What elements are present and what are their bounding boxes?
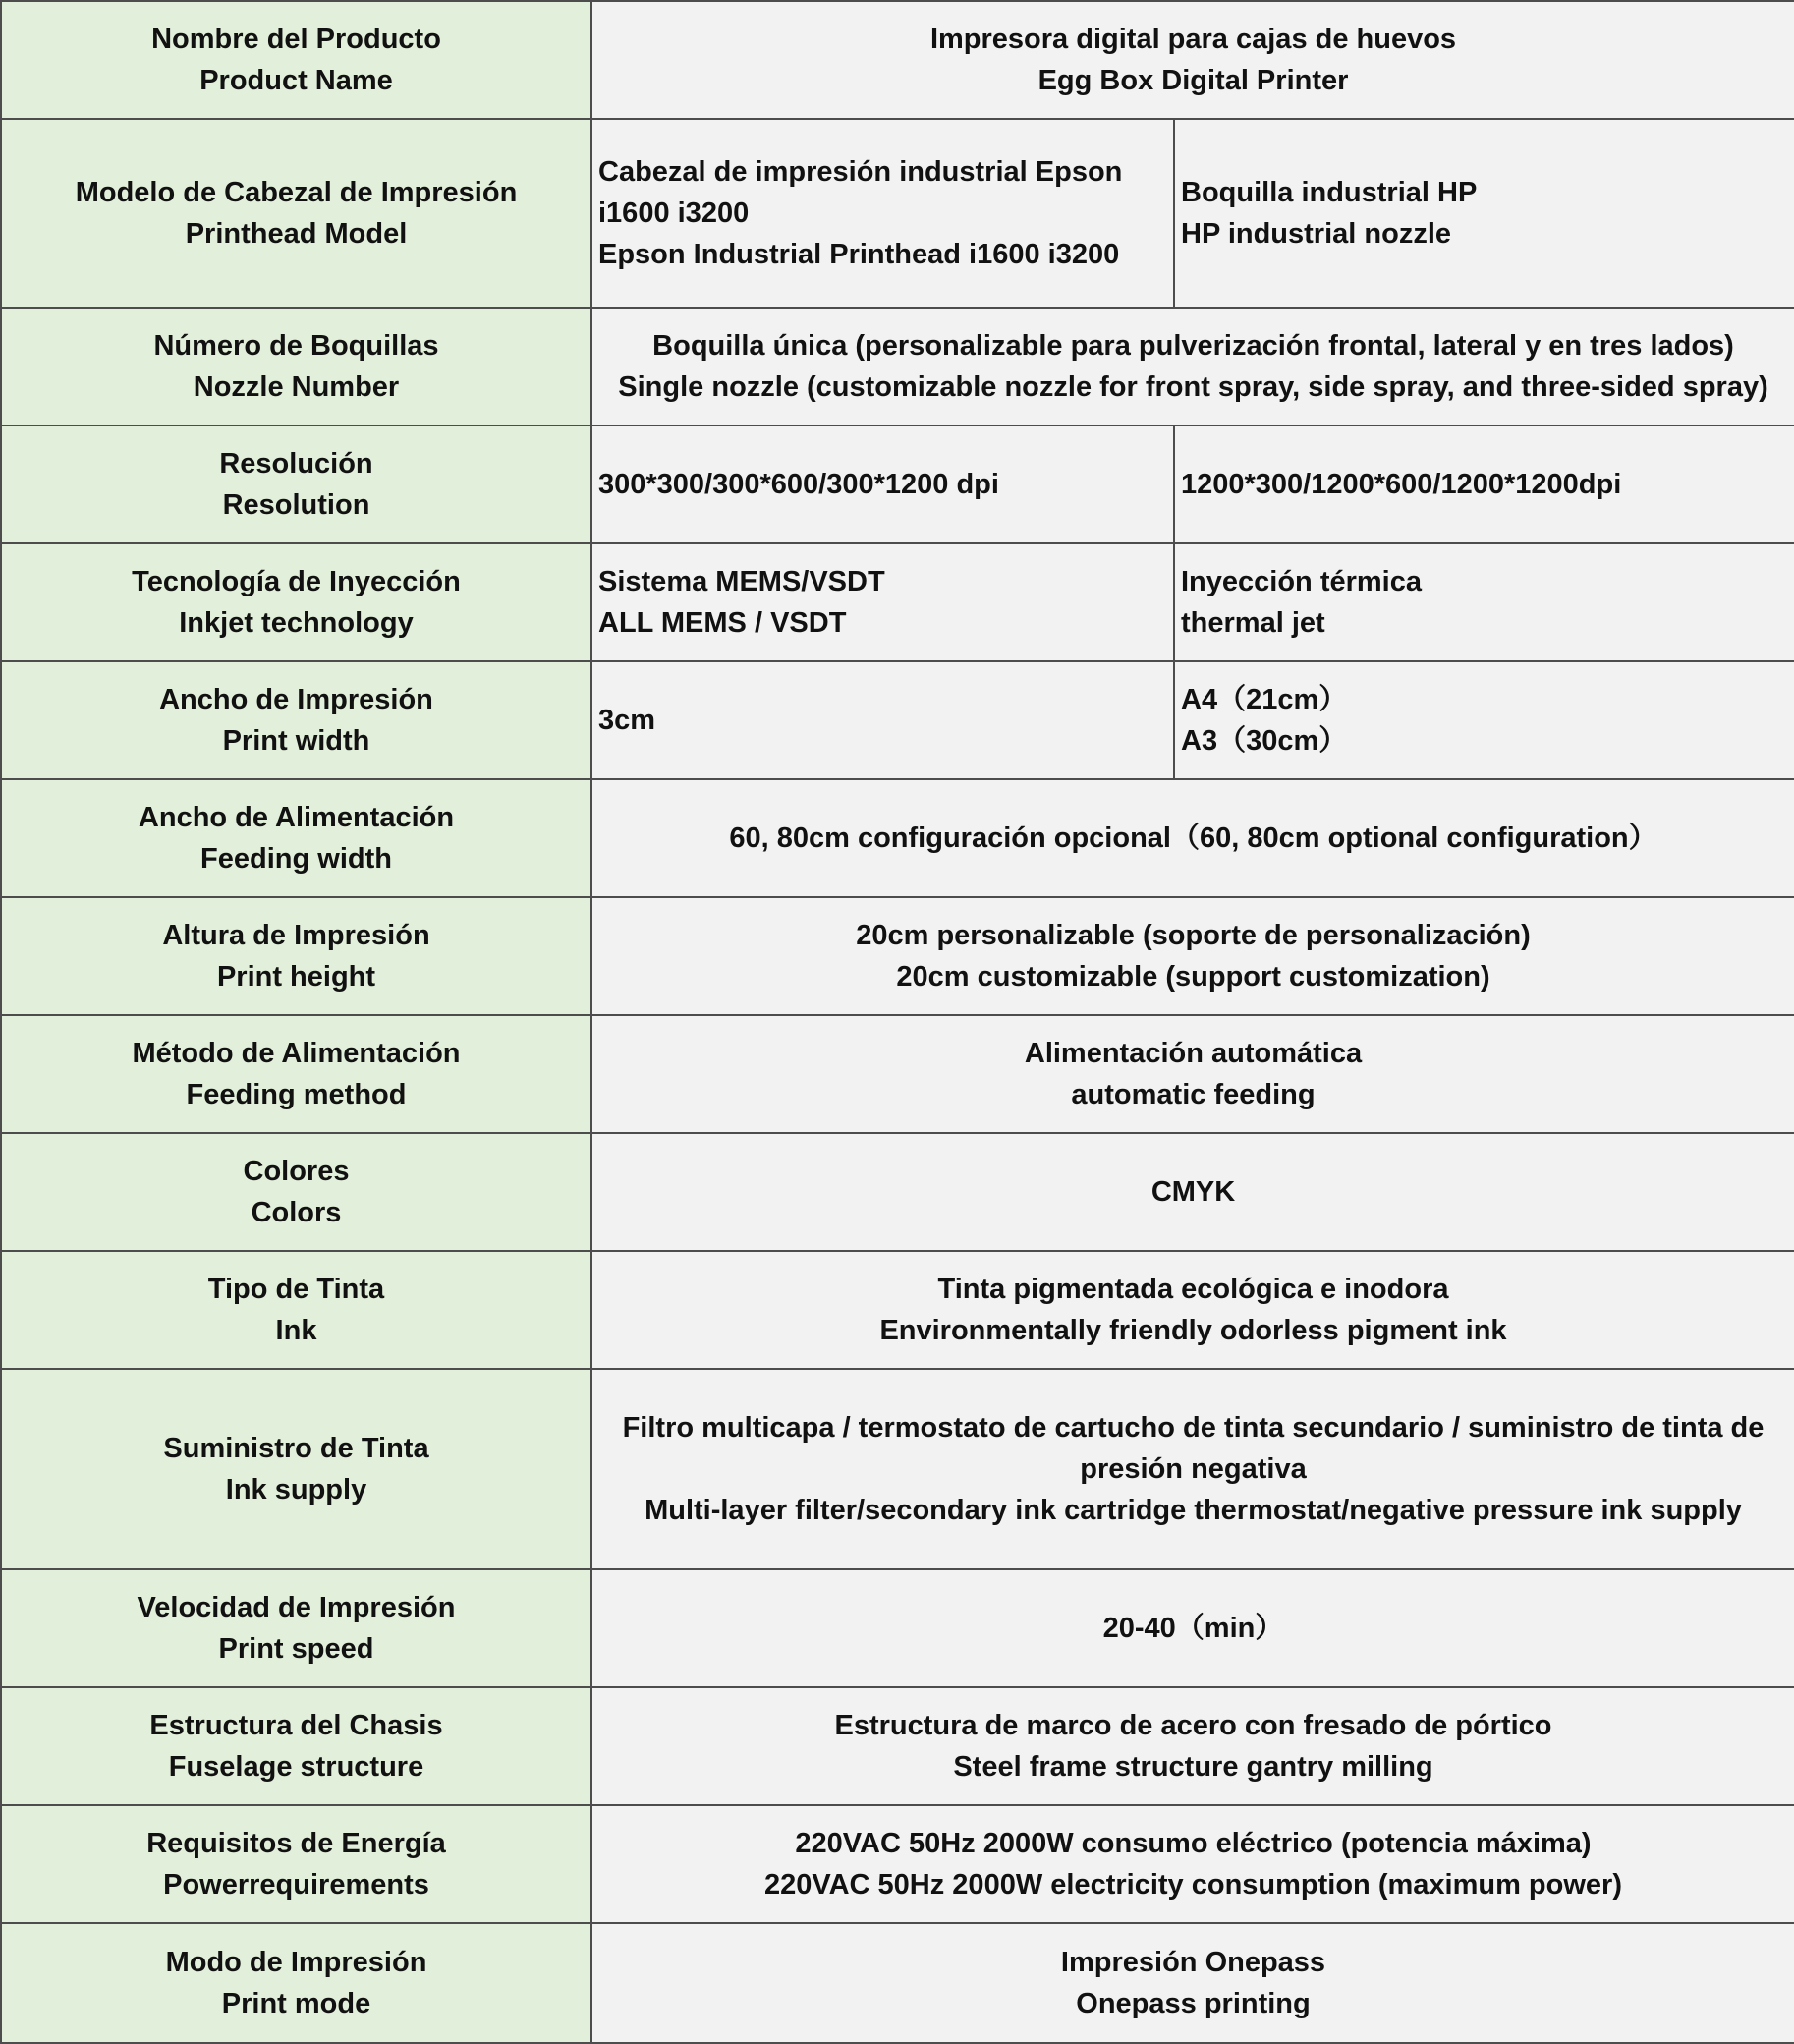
spec-value: 60, 80cm configuración opcional（60, 80cm optional configuration） bbox=[591, 779, 1794, 897]
spec-label: Tecnología de Inyección Inkjet technology bbox=[1, 543, 591, 661]
spec-value: Tinta pigmentada ecológica e inodora Environmentally friendly odorless pigment ink bbox=[591, 1251, 1794, 1369]
spec-value: Alimentación automática automatic feeding bbox=[591, 1015, 1794, 1133]
spec-label: Estructura del Chasis Fuselage structure bbox=[1, 1687, 591, 1805]
spec-label: Número de Boquillas Nozzle Number bbox=[1, 308, 591, 426]
spec-row bbox=[1, 119, 1794, 308]
spec-label: Colores Colors bbox=[1, 1133, 591, 1251]
spec-value: 20cm personalizable (soporte de personalización) 20cm customizable (support customization) bbox=[591, 897, 1794, 1015]
spec-row bbox=[1, 1251, 1794, 1369]
spec-value: CMYK bbox=[591, 1133, 1794, 1251]
spec-label: Ancho de Alimentación Feeding width bbox=[1, 779, 591, 897]
spec-row bbox=[1, 1687, 1794, 1805]
spec-value: 220VAC 50Hz 2000W consumo eléctrico (potencia máxima) 220VAC 50Hz 2000W electricity consumption (maximum power) bbox=[591, 1805, 1794, 1923]
spec-value-left: 3cm bbox=[591, 661, 1174, 779]
spec-row bbox=[1, 661, 1794, 779]
spec-label: Resolución Resolution bbox=[1, 426, 591, 543]
spec-label: Requisitos de Energía Powerrequirements bbox=[1, 1805, 591, 1923]
spec-row bbox=[1, 543, 1794, 661]
spec-label: Ancho de Impresión Print width bbox=[1, 661, 591, 779]
spec-row bbox=[1, 1805, 1794, 1923]
spec-value: Impresora digital para cajas de huevos Egg Box Digital Printer bbox=[591, 1, 1794, 119]
spec-row bbox=[1, 1015, 1794, 1133]
spec-label: Modo de Impresión Print mode bbox=[1, 1923, 591, 2043]
spec-label: Modelo de Cabezal de Impresión Printhead Model bbox=[1, 119, 591, 308]
spec-value-right: 1200*300/1200*600/1200*1200dpi bbox=[1174, 426, 1794, 543]
spec-label: Nombre del Producto Product Name bbox=[1, 1, 591, 119]
spec-value-right: Boquilla industrial HP HP industrial nozzle bbox=[1174, 119, 1794, 308]
spec-label: Altura de Impresión Print height bbox=[1, 897, 591, 1015]
spec-value: Boquilla única (personalizable para pulverización frontal, lateral y en tres lados) Single nozzle (customizable nozzle for front spray, side spray, and three-sided spray) bbox=[591, 308, 1794, 426]
spec-row bbox=[1, 1369, 1794, 1569]
spec-label: Suministro de Tinta Ink supply bbox=[1, 1369, 591, 1569]
spec-label: Velocidad de Impresión Print speed bbox=[1, 1569, 591, 1687]
spec-row bbox=[1, 1133, 1794, 1251]
spec-value-right: Inyección térmica thermal jet bbox=[1174, 543, 1794, 661]
spec-value: 20-40（min） bbox=[591, 1569, 1794, 1687]
spec-row bbox=[1, 1923, 1794, 2043]
spec-label: Método de Alimentación Feeding method bbox=[1, 1015, 591, 1133]
spec-row bbox=[1, 779, 1794, 897]
spec-value: Estructura de marco de acero con fresado de pórtico Steel frame structure gantry milling bbox=[591, 1687, 1794, 1805]
spec-row bbox=[1, 426, 1794, 543]
spec-value-left: Cabezal de impresión industrial Epson i1600 i3200 Epson Industrial Printhead i1600 i3200 bbox=[591, 119, 1174, 308]
spec-value-left: Sistema MEMS/VSDT ALL MEMS / VSDT bbox=[591, 543, 1174, 661]
spec-value: Filtro multicapa / termostato de cartucho de tinta secundario / suministro de tinta de presión negativa Multi-layer filter/secondary ink cartridge thermostat/negative pressure ink supply bbox=[591, 1369, 1794, 1569]
spec-label: Tipo de Tinta Ink bbox=[1, 1251, 591, 1369]
spec-row bbox=[1, 308, 1794, 426]
spec-row bbox=[1, 1, 1794, 119]
spec-value-left: 300*300/300*600/300*1200 dpi bbox=[591, 426, 1174, 543]
spec-value-right: A4（21cm） A3（30cm） bbox=[1174, 661, 1794, 779]
spec-row bbox=[1, 897, 1794, 1015]
spec-row bbox=[1, 1569, 1794, 1687]
spec-value: Impresión Onepass Onepass printing bbox=[591, 1923, 1794, 2043]
